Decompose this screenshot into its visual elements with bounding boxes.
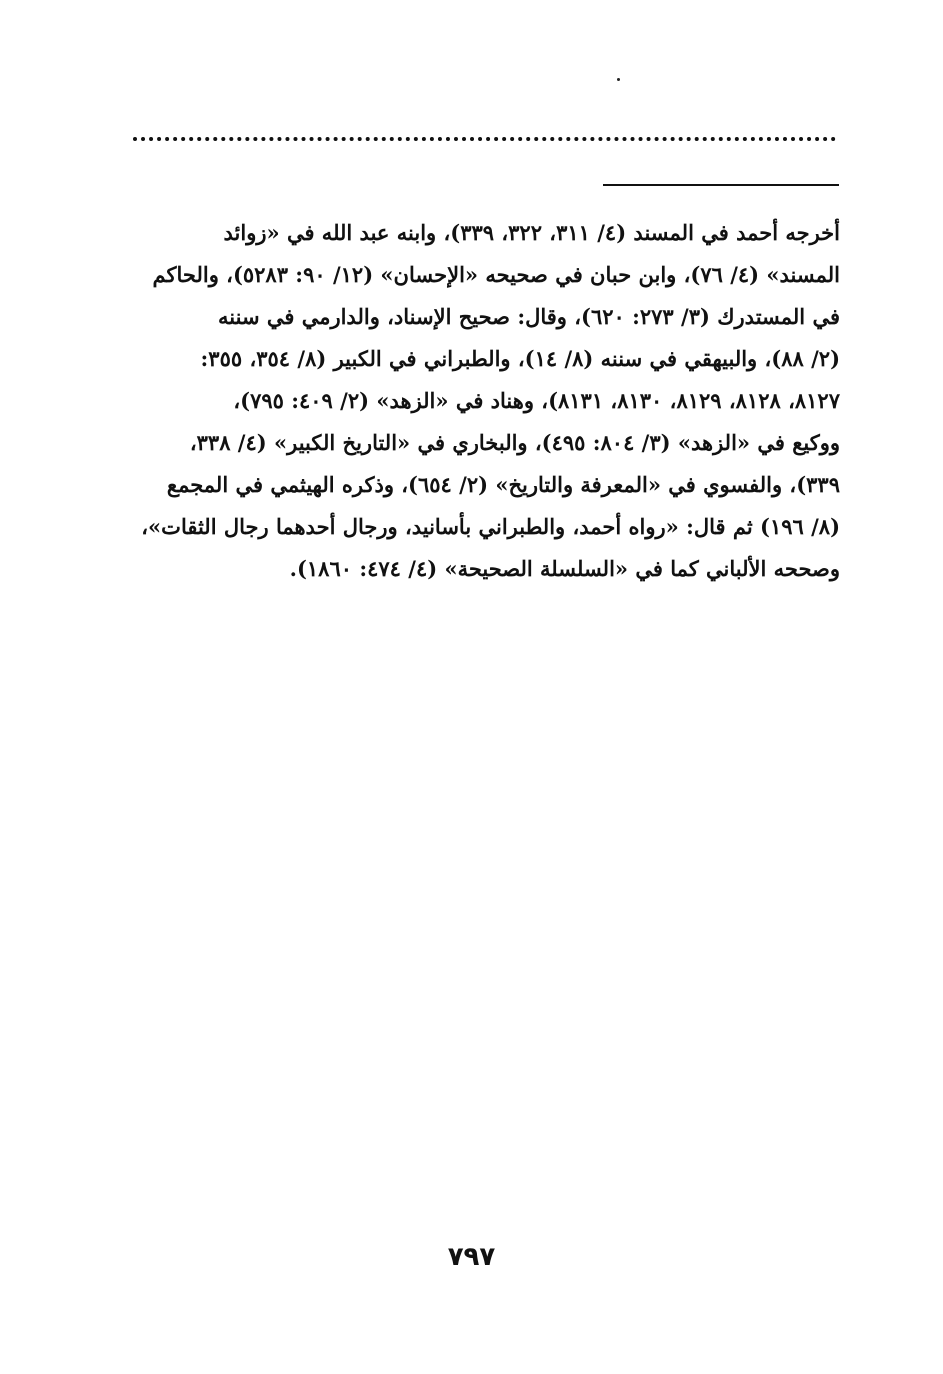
footnote-line: ووكيع في «الزهد» (٣/ ٨٠٤: ٤٩٥)، والبخاري في «التاريخ الكبير» (٤/ ٣٣٨، — [189, 430, 840, 455]
footnote-line: (٨/ ١٩٦) ثم قال: «رواه أحمد، والطبراني بأسانيد، ورجال أحدهما رجال الثقات»، — [141, 514, 840, 539]
footnote-line: (٢/ ٨٨)، والبيهقي في سننه (٨/ ١٤)، والطبراني في الكبير (٨/ ٣٥٤، ٣٥٥: — [200, 346, 840, 371]
footnote-line: في المستدرك (٣/ ٢٧٣: ٦٢٠)، وقال: صحيح الإسناد، والدارمي في سننه — [218, 304, 840, 329]
footnote-line: وصححه الألباني كما في «السلسلة الصحيحة» (٤/ ٤٧٤: ١٨٦٠). — [289, 556, 840, 581]
footnote-separator-rule — [603, 184, 839, 186]
footnote-line: ٨١٢٧، ٨١٢٨، ٨١٢٩، ٨١٣٠، ٨١٣١)، وهناد في «الزهد» (٢/ ٤٠٩: ٧٩٥)، — [233, 388, 840, 413]
footnote-line: أخرجه أحمد في المسند (٤/ ٣١١، ٣٢٢، ٣٣٩)، وابنه عبد الله في «زوائد — [223, 220, 840, 245]
dotted-separator — [133, 137, 836, 141]
page-number: ٧٩٧ — [447, 1242, 496, 1272]
footnote-text — [118, 212, 840, 590]
footnote-line: المسند» (٤/ ٧٦)، وابن حبان في صحيحه «الإحسان» (١٢/ ٩٠: ٥٢٨٣)، والحاكم — [152, 262, 840, 287]
footnote-line: ٣٣٩)، والفسوي في «المعرفة والتاريخ» (٢/ ٦٥٤)، وذكره الهيثمي في المجمع — [166, 472, 840, 497]
stray-mark — [617, 78, 620, 81]
